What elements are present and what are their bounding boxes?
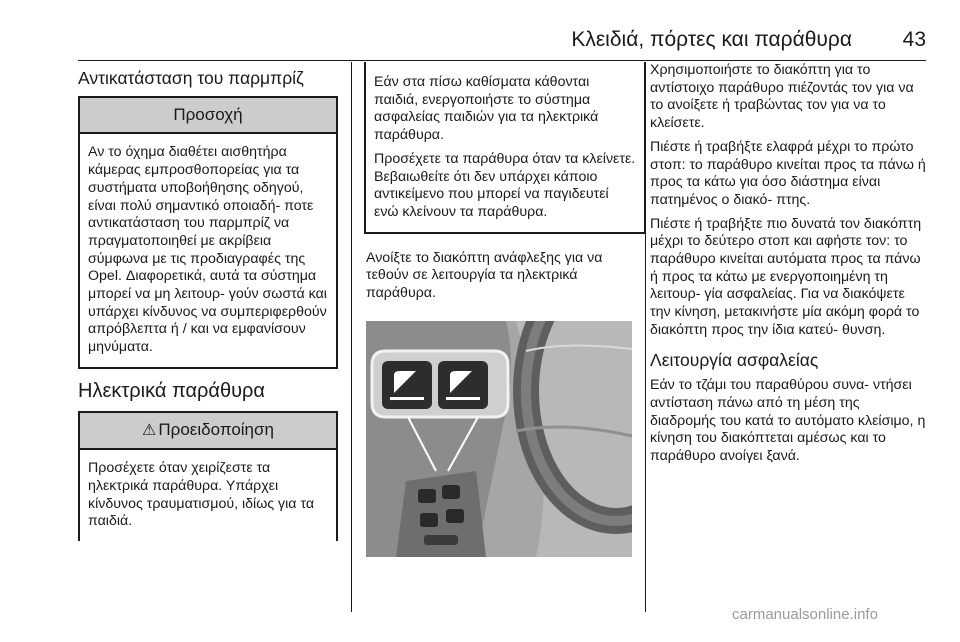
section-title-power-windows: Ηλεκτρικά παράθυρα xyxy=(78,379,265,402)
paragraph-switch-usage: Χρησιμοποιήστε το διακόπτη για το αντίστοιχο παράθυρο πιέζοντάς τον για να το ανοίξετε ή τραβώντας τον για να το κλείσετε. xyxy=(650,62,914,132)
subsection-title-safety: Λειτουργία ασφαλείας xyxy=(650,349,819,370)
ignition-paragraph: Ανοίξτε το διακόπτη ανάφλεξης για να τεθούν σε λειτουργία τα ηλεκτρικά παράθυρα. xyxy=(366,249,603,302)
paragraph-first-stop: Πιέστε ή τραβήξτε ελαφρά μέχρι το πρώτο στοπ: το παράθυρο κινείται προς τα πάνω ή προς τα κάτω για όσο διάστημα είναι πατημένος ο διακό- πτης. xyxy=(650,138,926,208)
page-number: 43 xyxy=(902,28,926,51)
warning-triangle-icon: ⚠ xyxy=(142,421,157,439)
warning-box xyxy=(78,411,338,542)
window-switch-illustration xyxy=(366,321,632,557)
section-title-windscreen: Αντικατάσταση του παρμπρίζ xyxy=(78,68,304,88)
paragraph-safety-function: Εάν το τζάμι του παραθύρου συνα- ντήσει αντίσταση πάνω από τη μέση της διαδρομής του κατά το αυτόματο κλείσιμο, η κίνηση του διακόπτεται αμέσως και το παράθυρο ανοίγει ξανά. xyxy=(650,377,926,465)
caution-box xyxy=(78,96,338,369)
warning-heading xyxy=(80,413,336,451)
watermark: carmanualsonline.info xyxy=(732,606,878,623)
warning-heading-label: Προειδοποίηση xyxy=(158,419,274,439)
caution-text: Αν το όχημα διαθέτει αισθητήρα κάμερας εμπροσθοπορείας για τα συστήματα υποβοήθησης οδηγού, είναι πολύ σημαντικό οποιαδή- ποτε αντικατάσταση του παρμπρίζ να πραγματοποιηθεί με ακρίβεια σύμφωνα με τις προδιαγραφές της Opel. Διαφορετικά, αυτά τα σύστημα μπορεί να μη λειτουρ- γούν σωστά και υπάρχει κίνδυνος να συμπεριφερθούν απρόβλεπτα ή / και να εμφανίσουν μηνύματα. xyxy=(88,144,327,356)
column-3 xyxy=(650,62,928,472)
page-header xyxy=(0,22,960,62)
caution-heading: Προσοχή xyxy=(80,98,336,135)
warning-body xyxy=(80,450,336,541)
warning-continued-text-2: Προσέχετε τα παράθυρα όταν τα κλείνετε. Βεβαιωθείτε ότι δεν υπάρχει κάποιο αντικείμενο που μπορεί να παγιδευτεί ενώ κλείνουν τα παράθυρα. xyxy=(374,150,636,220)
warning-box-continued xyxy=(364,62,646,234)
caution-body xyxy=(80,134,336,366)
header-rule xyxy=(78,60,926,61)
column-1 xyxy=(78,62,338,541)
warning-continued-text-1: Εάν στα πίσω καθίσματα κάθονται παιδιά, ενεργοποιήστε το σύστημα ασφαλείας παιδιών για τα ηλεκτρικά παράθυρα. xyxy=(374,74,599,144)
column-divider-1 xyxy=(351,62,352,612)
chapter-title: Κλειδιά, πόρτες και παράθυρα xyxy=(571,28,852,51)
column-2 xyxy=(366,62,636,557)
warning-text: Προσέχετε όταν χειρίζεστε τα ηλεκτρικά παράθυρα. Υπάρχει κίνδυνος τραυματισμού, ιδίως για τα παιδιά. xyxy=(88,460,315,530)
paragraph-second-stop: Πιέστε ή τραβήξτε πιο δυνατά τον διακόπτη μέχρι το δεύτερο στοπ και αφήστε τον: το παράθυρο κινείται αυτόματα προς τα πάνω ή προς τα κάτω με ενεργοποιημένη τη λειτουρ- γία ασφαλείας. Για να διακόψετε την κίνηση, μετακινήστε μία ακόμη φορά το διακόπτη προς την ίδια κατεύ- θυνση. xyxy=(650,215,922,338)
window-switch-illustration-svg xyxy=(366,321,632,557)
